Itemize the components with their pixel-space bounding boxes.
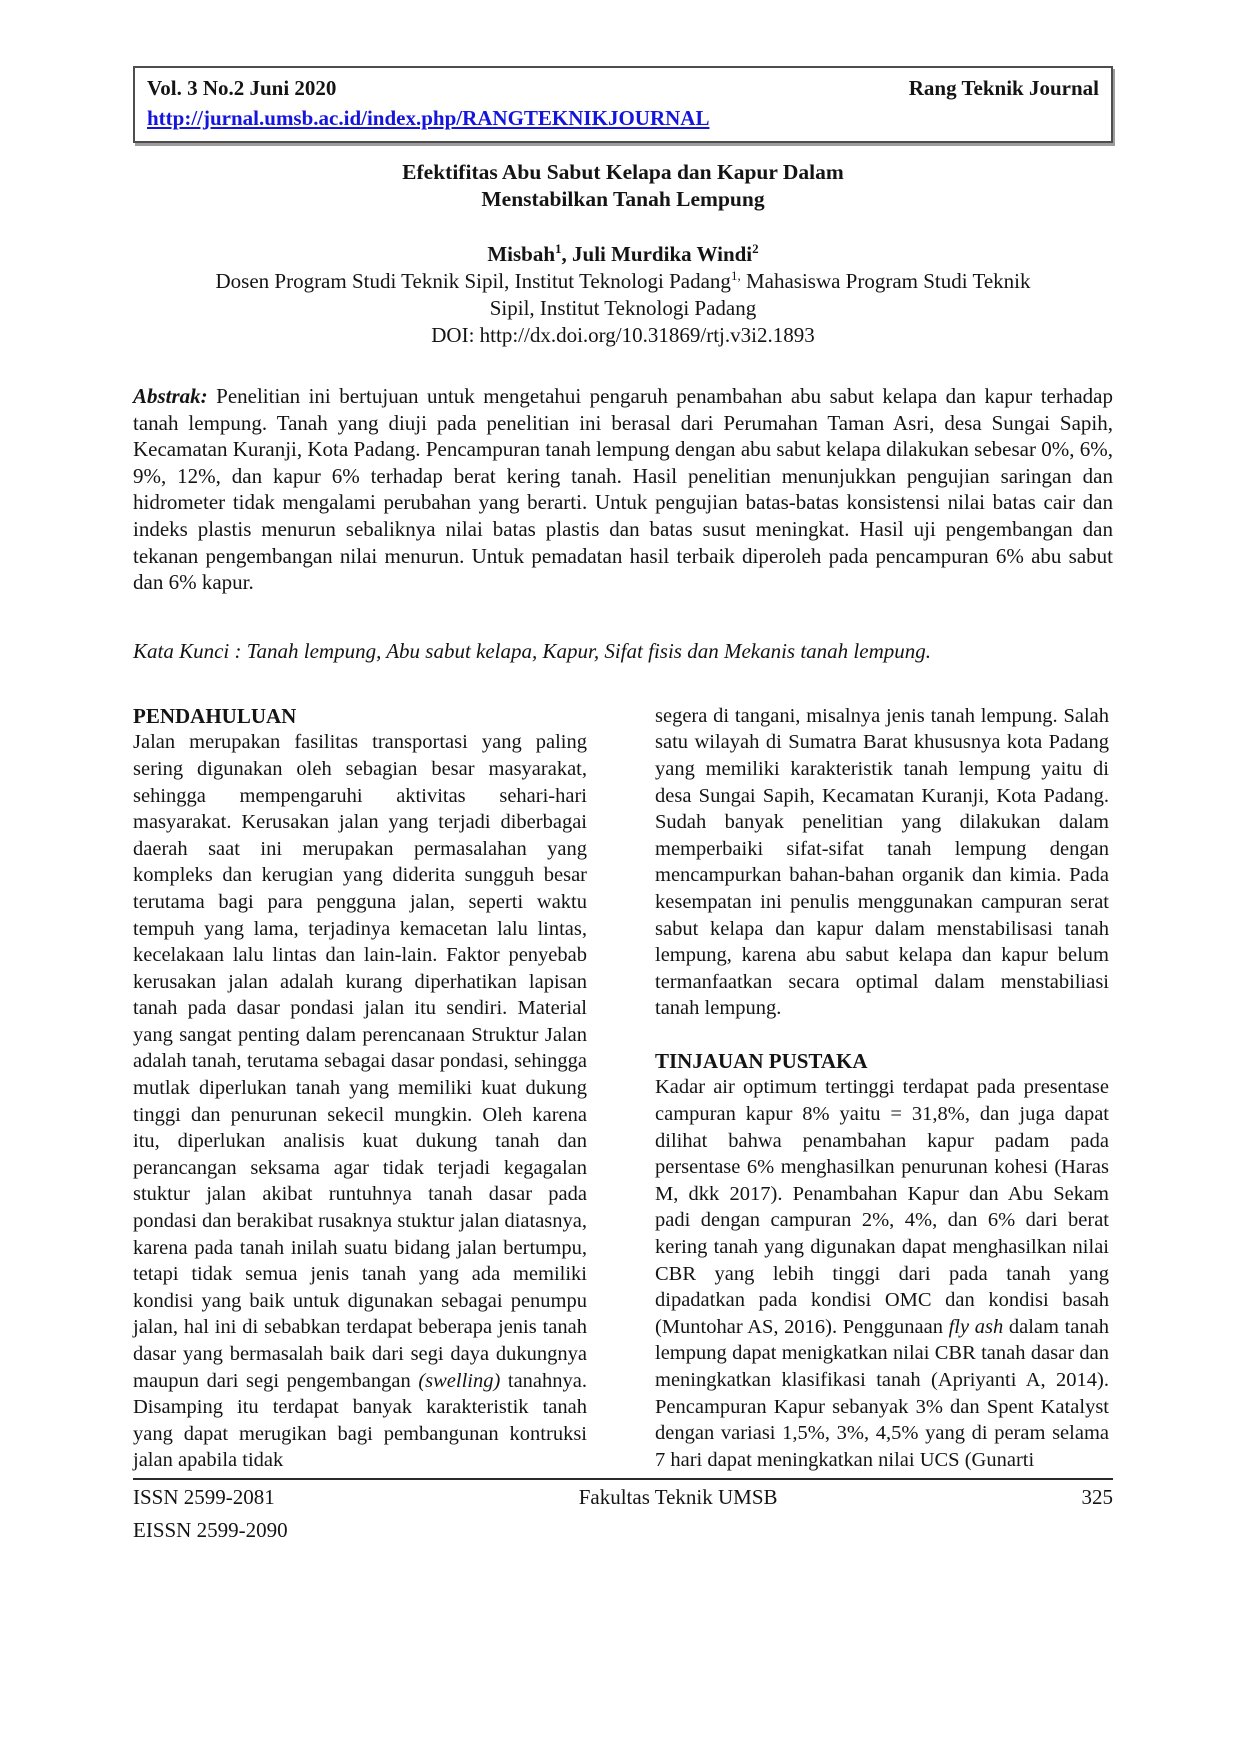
doi-line: DOI: http://dx.doi.org/10.31869/rtj.v3i2.1893 xyxy=(431,323,815,347)
author-2-superscript: 2 xyxy=(752,241,759,256)
section-heading-pendahuluan: PENDAHULUAN xyxy=(133,703,297,728)
affiliation-line-1-cont: Mahasiswa Program Studi Teknik xyxy=(740,269,1031,293)
right-column xyxy=(655,703,1109,1474)
intro-continuation-paragraph: segera di tangani, misalnya jenis tanah lempung. Salah satu wilayah di Sumatra Barat khususnya kota Padang yang memiliki karakteristik tanah lempung yaitu di desa Sungai Sapih, Kecamatan Kuranji, Kota Padang. Sudah banyak penelitian yang dilakukan dalam memperbaiki sifat-sifat tanah lempung dengan mencampurkan bahan-bahan organik dan kimia. Pada kesempatan ini penulis menggunakan campuran serat sabut kelapa dan kapur dalam menstabilisasi tanah lempung, karena abu sabut kelapa dan kapur belum termanfaatkan secara optimal dalam menstabiliasi tanah lempung. xyxy=(655,704,1109,1020)
intro-text-a: Jalan merupakan fasilitas transportasi yang paling sering digunakan oleh sebagian besar masyarakat, sehingga mempengaruhi aktivitas sehari-hari masyarakat. Kerusakan jalan yang terjadi diberbagai daerah saat ini merupakan permasalahan yang kompleks dan kerugian yang diderita sungguh besar terutama bagi para pengguna jalan, seperti waktu tempuh yang lama, terjadinya kemacetan lalu lintas, kecelakaan lalu lintas dan lain-lain. Faktor penyebab kerusakan jalan adalah kurang diperhatikan lapisan tanah pada dasar pondasi jalan itu sendiri. Material yang sangat penting dalam perencanaan Struktur Jalan adalah tanah, terutama sebagai dasar pondasi, sehingga mutlak diperlukan tanah yang memiliki kuat dukung tinggi dan penurunan sekecil mungkin. Oleh karena itu, diperlukan analisis kuat dukung tanah dan perancangan seksama agar tidak terjadi kegagalan stuktur jalan akibat runtuhnya tanah dasar pada pondasi dan berakibat rusaknya stuktur jalan diatasnya, karena pada tanah inilah suatu bidang jalan bertumpu, tetapi tidak semua jenis tanah yang ada memiliki kondisi yang baik untuk digunakan sebagai penumpu jalan, hal ini di sebabkan terdapat beberapa jenis tanah dasar yang bermasalah baik dari segi daya dukungnya maupun dari segi pengembangan xyxy=(133,731,587,1392)
footer-row xyxy=(133,1484,1113,1511)
journal-header-row xyxy=(147,75,1099,102)
affiliation-superscript: 1, xyxy=(730,268,741,283)
section-heading-tinjauan-pustaka: TINJAUAN PUSTAKA xyxy=(655,1048,868,1073)
volume-issue-label: Vol. 3 No.2 Juni 2020 xyxy=(147,76,337,100)
eissn-label: EISSN 2599-2090 xyxy=(133,1517,288,1542)
tinjauan-text-b: dalam tanah lempung dapat menigkatkan nilai CBR tanah dasar dan meningkatkan klasifikasi tanah (Apriyanti A, 2014). Pencampuran Kapur sebanyak 3% dan Spent Katalyst dengan variasi 1,5%, 3%, 4,5% yang di peram selama 7 hari dapat meningkatkan nilai UCS (Gunarti xyxy=(655,1315,1110,1471)
author-1-superscript: 1 xyxy=(555,241,562,256)
swelling-italic-term: (swelling) xyxy=(418,1369,501,1392)
affiliation-line-2: Sipil, Institut Teknologi Padang xyxy=(489,296,757,320)
paper-title xyxy=(133,159,1113,213)
two-column-body xyxy=(133,703,1113,1474)
affiliation-line-1-text: Dosen Program Studi Teknik Sipil, Institut Teknologi Padang xyxy=(215,269,731,293)
intro-paragraph xyxy=(133,729,587,1474)
page-number: 325 xyxy=(1081,1484,1113,1509)
issn-label: ISSN 2599-2081 xyxy=(133,1484,275,1509)
journal-header xyxy=(133,66,1113,143)
tinjauan-text-a: Kadar air optimum tertinggi terdapat pada presentase campuran kapur 8% yaitu = 31,8%, dan juga dapat dilihat bahwa penambahan kapur padam pada persentase 6% menghasilkan penurunan kohesi (Haras M, dkk 2017). Penambahan Kapur dan Abu Sekam padi dengan campuran 2%, 4%, dan 6% dari berat kering tanah yang digunakan dapat menghasilkan nilai CBR yang lebih tinggi dari pada tanah yang dipadatkan pada kondisi OMC dan kondisi basah (Muntohar AS, 2016). Penggunaan xyxy=(655,1076,1109,1338)
affiliation-block xyxy=(133,268,1113,349)
tinjauan-paragraph xyxy=(655,1074,1109,1473)
journal-name: Rang Teknik Journal xyxy=(908,76,1099,100)
abstract-paragraph xyxy=(133,383,1113,596)
author-2: , Juli Murdika Windi xyxy=(561,242,753,266)
affiliation-line-1 xyxy=(133,268,1113,295)
paper-title-line-2: Menstabilkan Tanah Lempung xyxy=(481,187,765,211)
authors-line xyxy=(133,241,1113,268)
abstract-text: Penelitian ini bertujuan untuk mengetahui pengaruh penambahan abu sabut kelapa dan kapur terhadap tanah lempung. Tanah yang diuji pada penelitian ini berasal dari Perumahan Taman Asri, desa Sungai Sapih, Kecamatan Kuranji, Kota Padang. Pencampuran tanah lempung dengan abu sabut kelapa dilakukan sebesar 0%, 6%, 9%, 12%, dan kapur 6% terhadap berat kering tanah. Hasil penelitian menunjukkan pengujian saringan dan hidrometer tidak mengalami perubahan yang berarti. Untuk pengujian batas-batas konsistensi nilai batas cair dan indeks plastis menurun sebaliknya nilai batas plastis dan batas susut meningkat. Hasil uji pengembangan dan tekanan pengembangan nilai menurun. Untuk pemadatan hasil terbaik diperoleh pada pencampuran 6% abu sabut dan 6% kapur. xyxy=(133,384,1113,595)
footer-divider xyxy=(133,1478,1113,1480)
left-column xyxy=(133,703,587,1474)
faculty-label: Fakultas Teknik UMSB xyxy=(578,1484,778,1509)
keywords-line: Kata Kunci : Tanah lempung, Abu sabut kelapa, Kapur, Sifat fisis dan Mekanis tanah lempung. xyxy=(133,638,931,663)
author-1: Misbah xyxy=(487,242,555,266)
journal-url-link[interactable]: http://jurnal.umsb.ac.id/index.php/RANGTEKNIKJOURNAL xyxy=(147,106,710,130)
abstract-label: Abstrak: xyxy=(133,384,208,408)
fly-ash-italic-term: fly ash xyxy=(948,1315,1004,1338)
paper-title-line-1: Efektifitas Abu Sabut Kelapa dan Kapur Dalam xyxy=(402,160,844,184)
intro-text-b: tanahnya. Disamping itu terdapat banyak karakteristik tanah yang dapat merugikan bagi pembangunan kontruksi jalan apabila tidak xyxy=(133,1369,587,1472)
page-footer xyxy=(133,1478,1113,1544)
